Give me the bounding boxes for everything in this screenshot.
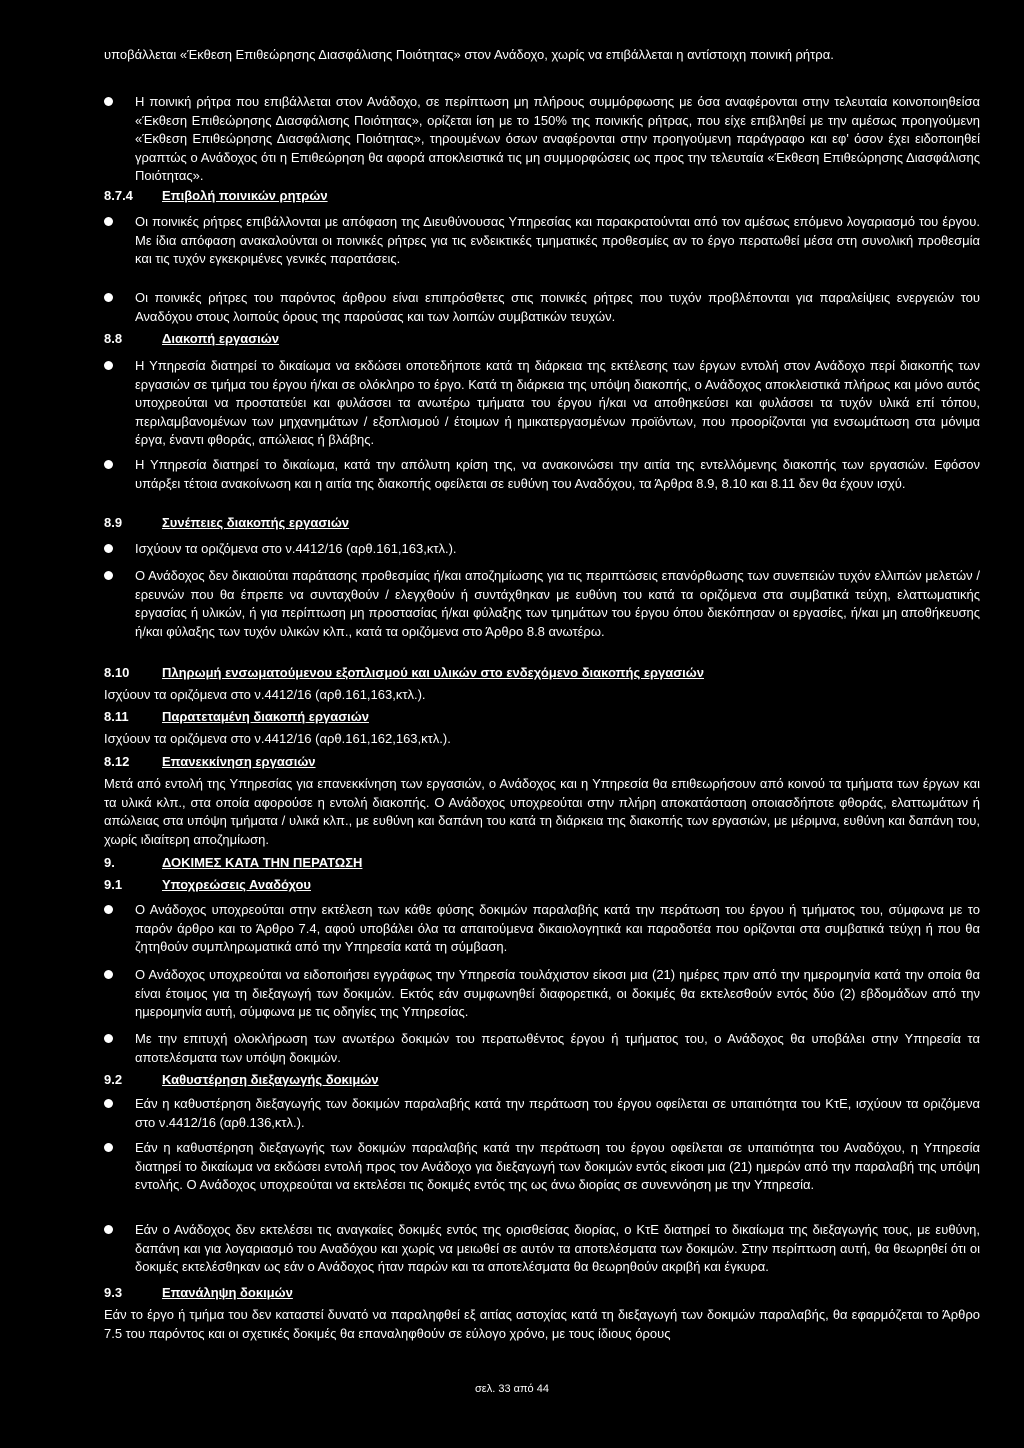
paragraph-text: Με την επιτυχή ολοκλήρωση των ανωτέρω δοκιμών του περατωθέντος έργου ή τμήματος του, ο Ανάδοχος θα υποβάλει στην Υπηρεσία τα αποτελέσματα των υπόψη δοκιμών.	[135, 1031, 980, 1065]
paragraph-text: Μετά από εντολή της Υπηρεσίας για επανεκκίνηση των εργασιών, ο Ανάδοχος και η Υπηρεσία θα επιθεωρήσουν από κοινού τα τμήματα των έργων και τα υλικά κλπ., στα οποία αφορούσε η εντολή διακοπής. Ο Ανάδοχος υποχρεούται στην πλήρη αποκατάσταση οποιασδήποτε φθοράς, ελαττωμάτων ή απώλειας στα υπόψη τμήματα / υλικά κλπ., με ευθύνη και δαπάνη του κατά τη διάρκεια της διακοπής των εργασιών, με μέριμνα, ευθύνη και δαπάνη του, χωρίς ιδιαίτερη αποζημίωση.	[104, 776, 980, 847]
bullet-icon	[104, 217, 113, 226]
bullet-icon	[104, 1034, 113, 1043]
bullet-8-8-1	[104, 357, 980, 450]
bullet-icon	[104, 460, 113, 469]
paragraph-8-10	[104, 686, 980, 705]
bullet-8-7-4-1	[104, 213, 980, 269]
section-title: Διακοπή εργασιών	[162, 331, 279, 346]
section-heading-8-8	[104, 330, 980, 349]
section-title: Συνέπειες διακοπής εργασιών	[162, 515, 350, 530]
paragraph-text: Εάν το έργο ή τμήμα του δεν καταστεί δυνατό να παραληφθεί εξ αιτίας αστοχίας κατά τη διεξαγωγή των δοκιμών παραλαβής, θα εφαρμόζεται το Άρθρο 7.5 του παρόντος και οι σχετικές δοκιμές θα επαναληφθούν σε εύλογο χρόνο, με τους ίδιους όρους	[104, 1307, 980, 1341]
section-number: 8.8	[104, 331, 123, 346]
section-number: 9.1	[104, 877, 123, 892]
section-number: 8.7.4	[104, 188, 133, 203]
bullet-icon	[104, 1225, 113, 1234]
paragraph-text: Ισχύουν τα οριζόμενα στο ν.4412/16 (αρθ.161,163,κτλ.).	[135, 541, 457, 556]
paragraph-text: Ο Ανάδοχος υποχρεούται στην εκτέλεση των κάθε φύσης δοκιμών παραλαβής κατά την περάτωση του έργου ή τμήματος του, σύμφωνα με το παρόν άρθρο και το Άρθρο 7.4, αφού υποβάλει όλα τα απαιτούμενα δικαιολογητικά και παραδοτέα που ορίζονται στα συμβατικά τεύχη ή που θα ζητηθούν συμπληρωματικά από την Υπηρεσία κατά τη σύμβαση.	[135, 902, 980, 955]
bullet-9-1-1	[104, 901, 980, 957]
bullet-9-1-2	[104, 966, 980, 1022]
paragraph-text: Εάν ο Ανάδοχος δεν εκτελέσει τις αναγκαίες δοκιμές εντός της ορισθείσας διορίας, ο ΚτΕ διατηρεί το δικαίωμα της διεξαγωγής τους, με ευθύνη, δαπάνη και για λογαριασμό του Αναδόχου και χωρίς να μειωθεί σε αυτόν τα αποτελέσματα των δοκιμών. Στην περίπτωση αυτή, θα θεωρηθεί ότι οι δοκιμές εκτελέσθηκαν ως εάν ο Ανάδοχος ήταν παρών και τα αποτελέσματα θα θεωρηθούν ακριβή και έγκυρα.	[135, 1222, 980, 1275]
paragraph-text: Οι ποινικές ρήτρες του παρόντος άρθρου είναι επιπρόσθετες στις ποινικές ρήτρες που τυχόν προβλέπονται για παραλείψεις ενεργειών του Αναδόχου στους λοιπούς όρους της παρούσας και των λοιπών συμβατικών τευχών.	[135, 290, 980, 324]
section-heading-8-9	[104, 514, 980, 533]
section-number: 8.9	[104, 515, 123, 530]
bullet-8-8-2	[104, 456, 980, 493]
bullet-icon	[104, 544, 113, 553]
paragraph-text: Ο Ανάδοχος δεν δικαιούται παράτασης προθεσμίας ή/και αποζημίωσης για τις περιπτώσεις επανόρθωσης των συνεπειών τυχόν ελλιπών μελετών / ερευνών που θα έπρεπε να συνταχθούν / ελεγχθούν ή συντάχθηκαν με ευθύνη του κατά τα οριζόμενα στα συμβατικά τεύχη, ελαττωματικής εργασίας ή υλικών, ή για περίπτωση μη προστασίας ή/και φύλαξης των τμημάτων του έργου όπου διεκόπησαν οι εργασίες, ή/και μη αποθήκευσης ή/και φύλαξης των τυχόν υλικών κλπ., κατά τα οριζόμενα στο Άρθρο 8.8 ανωτέρω.	[135, 568, 980, 639]
paragraph-text: Ισχύουν τα οριζόμενα στο ν.4412/16 (αρθ.161,163,κτλ.).	[104, 687, 426, 702]
section-heading-8-12	[104, 753, 980, 772]
bullet-penalty-150	[104, 93, 980, 186]
bullet-icon	[104, 361, 113, 370]
bullet-8-9-2	[104, 567, 980, 641]
bullet-9-1-3	[104, 1030, 980, 1067]
bullet-9-2-3	[104, 1221, 980, 1277]
section-title: Καθυστέρηση διεξαγωγής δοκιμών	[162, 1072, 379, 1087]
paragraph-9-3	[104, 1306, 980, 1343]
paragraph-text: Η ποινική ρήτρα που επιβάλλεται στον Ανάδοχο, σε περίπτωση μη πλήρους συμμόρφωσης με όσα αναφέρονται στην τελευταία κοινοποιηθείσα «Έκθεση Επιθεώρησης Διασφάλισης Ποιότητας», ορίζεται ίση με το 150% της ποινικής ρήτρας, που είχε επιβληθεί με την αμέσως προηγούμενη «Έκθεση Επιθεώρησης Διασφάλισης Ποιότητας», τηρουμένων όσων αναφέρονται στην προηγούμενη παράγραφο και εφ' όσον έχει ειδοποιηθεί γραπτώς ο Ανάδοχος ότι η Επιθεώρηση θα αφορά αποκλειστικά τις μη συμμορφώσεις ως προς την τελευταία «Έκθεση Επιθεώρησης Διασφάλισης Ποιότητας».	[135, 94, 980, 184]
section-heading-9-2	[104, 1071, 980, 1090]
paragraph-text: Η Υπηρεσία διατηρεί το δικαίωμα να εκδώσει οποτεδήποτε κατά τη διάρκεια της εκτέλεσης των έργων εντολή στον Ανάδοχο περί διακοπής των εργασιών σε τμήμα του έργου ή/και σε ολόκληρο το έργο. Κατά τη διάρκεια της υπόψη διακοπής, ο Ανάδοχος αποκλειστικά πλήρως και μόνο αυτός υποχρεούται να προστατεύει και φυλάσσει τα ανωτέρω τμήματα του έργου ή/και να αποθηκεύσει και φυλάσσει τα τυχόν υλικά επί τόπου, περιλαμβανομένων των μηχανημάτων / εξοπλισμού / έτοιμων ή ημικατεργασμένων προϊόντων, που προορίζονται για ενσωμάτωση στα μόνιμα έργα, έναντι φθοράς, απώλειας ή βλάβης.	[135, 358, 980, 448]
section-heading-9	[104, 854, 980, 873]
page-footer: σελ. 33 από 44	[475, 1383, 549, 1395]
section-title: Επανάληψη δοκιμών	[162, 1285, 293, 1300]
bullet-icon	[104, 293, 113, 302]
section-number: 8.11	[104, 709, 129, 724]
section-number: 8.10	[104, 665, 130, 680]
bullet-8-9-1	[104, 540, 980, 559]
intro-paragraph	[104, 46, 980, 65]
section-title: ΔΟΚΙΜΕΣ ΚΑΤΑ ΤΗΝ ΠΕΡΑΤΩΣΗ	[162, 855, 363, 870]
section-heading-8-7-4	[104, 187, 980, 206]
paragraph-8-12	[104, 775, 980, 849]
section-number: 9.2	[104, 1072, 123, 1087]
section-heading-8-10	[104, 664, 980, 683]
paragraph-text: υποβάλλεται «Έκθεση Επιθεώρησης Διασφάλισης Ποιότητας» στον Ανάδοχο, χωρίς να επιβάλλεται η αντίστοιχη ποινική ρήτρα.	[104, 47, 834, 62]
paragraph-text: Εάν η καθυστέρηση διεξαγωγής των δοκιμών παραλαβής κατά την περάτωση του έργου οφείλεται σε υπαιτιότητα του ΚτΕ, ισχύουν τα οριζόμενα στο ν.4412/16 (αρθ.136,κτλ.).	[135, 1096, 980, 1130]
bullet-icon	[104, 97, 113, 106]
bullet-9-2-1	[104, 1095, 980, 1132]
bullet-icon	[104, 1143, 113, 1152]
paragraph-text: Οι ποινικές ρήτρες επιβάλλονται με απόφαση της Διευθύνουσας Υπηρεσίας και παρακρατούνται από τον αμέσως επόμενο λογαριασμό του έργου. Με ίδια απόφαση ανακαλούνται οι ποινικές ρήτρες για τις ενδεικτικές τμηματικές προθεσμίες αν το έργο περατωθεί μέσα στη συνολική προθεσμία και τις τυχόν εγκεκριμένες γενικές παρατάσεις.	[135, 214, 980, 267]
section-heading-8-11	[104, 708, 980, 727]
paragraph-8-11	[104, 730, 980, 749]
section-title: Παρατεταμένη διακοπή εργασιών	[162, 709, 369, 724]
section-title: Πληρωμή ενσωματούμενου εξοπλισμού και υλικών στο ενδεχόμενο διακοπής εργασιών	[162, 665, 704, 680]
section-number: 8.12	[104, 754, 130, 769]
section-number: 9.	[104, 855, 115, 870]
paragraph-text: Ο Ανάδοχος υποχρεούται να ειδοποιήσει εγγράφως την Υπηρεσία τουλάχιστον είκοσι μια (21) ημέρες πριν από την ημερομηνία κατά την οποία θα είναι έτοιμος για τη διεξαγωγή των δοκιμών. Εκτός εάν συμφωνηθεί διαφορετικά, οι δοκιμές θα εκτελεσθούν εντός δύο (2) εβδομάδων από την ημερομηνία αυτή, σύμφωνα με τις οδηγίες της Υπηρεσίας.	[135, 967, 980, 1020]
section-title: Υποχρεώσεις Αναδόχου	[162, 877, 311, 892]
section-title: Επιβολή ποινικών ρητρών	[162, 188, 328, 203]
bullet-icon	[104, 905, 113, 914]
bullet-icon	[104, 970, 113, 979]
section-number: 9.3	[104, 1285, 123, 1300]
bullet-8-7-4-2	[104, 289, 980, 326]
paragraph-text: Εάν η καθυστέρηση διεξαγωγής των δοκιμών παραλαβής κατά την περάτωση του έργου οφείλεται σε υπαιτιότητα του Αναδόχου, η Υπηρεσία διατηρεί το δικαίωμα να εκδώσει εντολή προς τον Ανάδοχο για διεξαγωγή των δοκιμών εντός είκοσι μια (21) ημερών από την παραλαβή της υπόψη εντολής. Ο Ανάδοχος υποχρεούται να εκτελέσει τις δοκιμές εντός της ως άνω διορίας σε συνεννόηση με την Υπηρεσία.	[135, 1140, 980, 1193]
section-heading-9-1	[104, 876, 980, 895]
bullet-9-2-2	[104, 1139, 980, 1195]
paragraph-text: Η Υπηρεσία διατηρεί το δικαίωμα, κατά την απόλυτη κρίση της, να ανακοινώσει την αιτία της εντελλόμενης διακοπής των εργασιών. Εφόσον υπάρξει τέτοια ανακοίνωση και η αιτία της διακοπής οφείλεται σε ευθύνη του Αναδόχου, τα Άρθρα 8.9, 8.10 και 8.11 δεν θα έχουν ισχύ.	[135, 457, 980, 491]
bullet-icon	[104, 571, 113, 580]
section-title: Επανεκκίνηση εργασιών	[162, 754, 316, 769]
bullet-icon	[104, 1099, 113, 1108]
section-heading-9-3	[104, 1284, 980, 1303]
paragraph-text: Ισχύουν τα οριζόμενα στο ν.4412/16 (αρθ.161,162,163,κτλ.).	[104, 731, 451, 746]
